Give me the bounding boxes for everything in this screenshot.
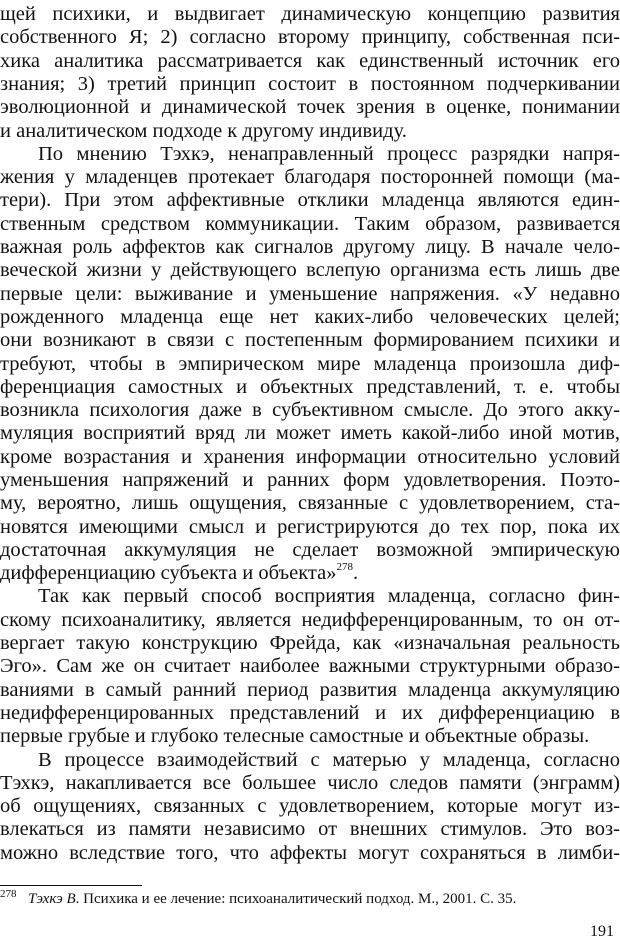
text-line: новятся имеющими смысл и регистрируются до тех пор, пока их	[0, 515, 620, 538]
text-line: требуют, чтобы в эмпирическом мире младенца произошла диф-	[0, 352, 620, 375]
text-line: первые цели: выживание и уменьшение напряжения. «У недавно	[0, 282, 620, 305]
text-line: тери). При этом аффективные отклики младенца являются един-	[0, 189, 620, 212]
text-line: важная роль аффектов как сигналов другому лицу. В начале чело-	[0, 236, 620, 258]
text-line: ференциация самостных и объектных представлений, т. е. чтобы	[0, 375, 620, 398]
footnote-divider	[0, 885, 142, 886]
text-line: знания; 3) третий принцип состоит в постоянном подчеркивании	[0, 72, 620, 95]
text-line: недифференцированных представлений и их дифференциацию в	[0, 701, 620, 724]
text-line: вергает такую конструкцию Фрейда, как «изначальная реальность	[0, 632, 620, 654]
text-line: щей психики, и выдвигает динамическую концепцию развития	[0, 3, 620, 25]
text-line: собственного Я; 2) согласно второму принципу, собственная пси-	[0, 26, 620, 49]
text-line: жения у младенцев протекает благодаря посторонней помощи (ма-	[0, 166, 620, 189]
footnote-number	[0, 887, 28, 911]
text-line: му, вероятно, лишь ощущения, связанные с удовлетворением, ста-	[0, 492, 620, 515]
text-line: Тэхкэ, накапливается все большее число следов памяти (энграмм)	[0, 771, 620, 794]
footnote-reference: 278	[336, 561, 353, 574]
text-line: можно вследствие того, что аффекты могут сохраняться в лимби-	[0, 841, 620, 864]
paragraph-first-line: По мнению Тэхкэ, ненаправленный процесс разрядки напря-	[38, 142, 620, 165]
text-line: достаточная аккумуляция не сделает возможной эмпирическую	[0, 538, 620, 561]
text-line: влекаться из памяти независимо от внешних стимулов. Это воз-	[0, 818, 620, 841]
text-line: хика аналитика рассматривается как единственный источник его	[0, 49, 620, 72]
text-line: веческой жизни у действующего вслепую организма есть лишь две	[0, 259, 620, 282]
paragraph-first-line: Так как первый способ восприятия младенца, согласно фин-	[38, 585, 620, 608]
footnote	[0, 887, 620, 911]
text-line: и аналитическом подходе к другому индивиду.	[0, 119, 407, 142]
text-line: возникла психология даже в субъективном смысле. До этого акку-	[0, 399, 620, 422]
text-line-content: дифференциацию субъекта и объекта»	[0, 562, 337, 585]
text-line: скому психоаналитику, является недифференцированным, то он от-	[0, 608, 620, 631]
text-line: муляция восприятий вряд ли может иметь какой-либо иной мотив,	[0, 422, 620, 445]
text-line: кроме возрастания и хранения информации относительно условий	[0, 445, 620, 468]
text-line: уменьшения напряжений и ранних форм удовлетворения. Поэто-	[0, 468, 620, 491]
paragraph-first-line: В процессе взаимодействий с матерью у младенца, согласно	[38, 748, 620, 771]
text-line: ваниями в самый ранний период развития младенца аккумуляцию	[0, 678, 620, 701]
footnote-number-text: 278	[0, 888, 17, 900]
text-line: об ощущениях, связанных с удовлетворением, которые могут из-	[0, 795, 620, 818]
text-line: ственным средством коммуникации. Таким образом, развивается	[0, 212, 620, 235]
text-line: Эго». Сам же он считает наиболее важными структурными образо-	[0, 655, 620, 678]
text-line: они возникают в связи с постепенным формированием психики и	[0, 329, 620, 352]
text-line: первые грубые и глубоко телесные самостные и объектные образы.	[0, 725, 590, 748]
sentence-period: .	[352, 562, 359, 585]
text-line: эволюционной и динамической точек зрения в оценке, понимании	[0, 96, 620, 119]
page-number: 191	[590, 923, 614, 940]
text-line: рожденного младенца еще нет каких-либо человеческих целей;	[0, 305, 620, 328]
footnote-text: . Психика и ее лечение: психоаналитический подход. М., 2001. С. 35.	[75, 891, 517, 907]
footnote-author: Тэхкэ В	[28, 891, 76, 907]
